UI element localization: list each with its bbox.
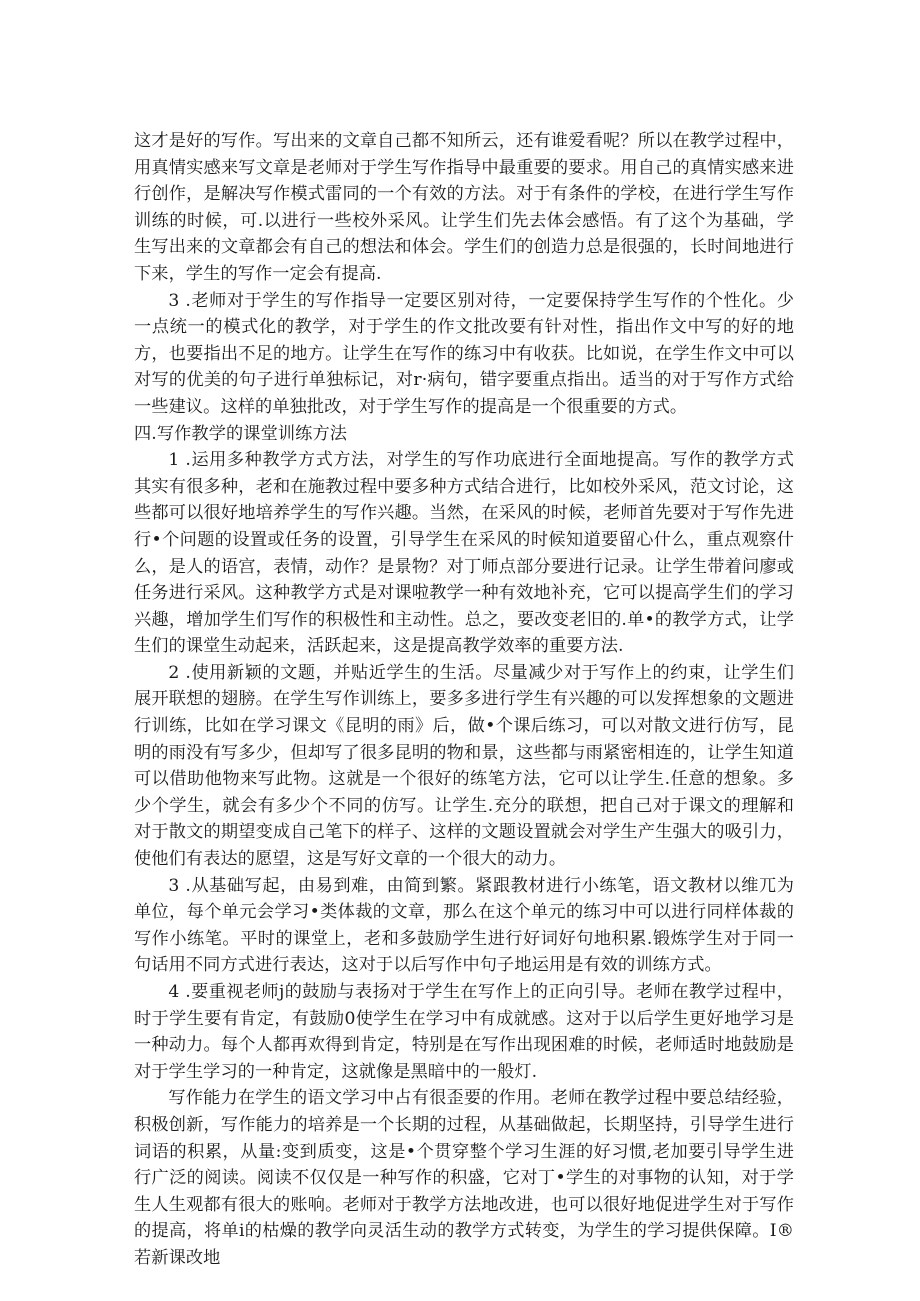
method-paragraph-4: 4 .要重视老师j的鼓励与表扬对于学生在写作上的正向引导。老师在教学过程中，时于学生要有肯定，有鼓励0使学生在学习中有成就感。这对于以后学生更好地学习是一种动力。每个人都再欢得到肯定，特别是在写作出现困难的时候，老师适时地鼓励是对于学生学习的一种肯定，这就像是黑暗中的一般灯.: [134, 982, 794, 1082]
method-paragraph-1: 1 .运用多种教学方式方法，对学生的写作功底进行全面地提高。写作的教学方式其实有很多种，老和在施教过程中要多种方式结合进行，比如校外采风，范文讨论，这些都可以很好地培养学生的写作兴趣。当然，在采风的时候，老师首先要对于写作先进行•个问题的设置或任务的设置，引导学生在采风的时候知道要留心什么，重点观察什么，是人的语宫，表情，动作？是景物？对丁师点部分要进行记录。让学生带着问廖或任务进行采风。这种教学方式是对课啦教学一种有效地补充，它可以提高学生们的学习兴趣，增加学生们写作的积极性和主动性。总之，要改变老旧的.单•的教学方式，让学生们的课堂生动起来，活跃起来，这是提高教学效率的重要方法.: [134, 450, 794, 657]
method-paragraph-2: 2 .使用新颖的文题，并贴近学生的生活。尽量减少对于写作上的约束，让学生们展开联想的翅膀。在学生写作训练上，要多多进行学生有兴趣的可以发挥想象的文题进行训练，比如在学习课文《昆明的雨》后，做•个课后练习，可以对散文进行仿写，昆明的雨没有写多少，但却写了很多昆明的物和景，这些都与雨紧密相连的，让学生知道可以借助他物来写此物。这就是一个很好的练笔方法，它可以让学生.任意的想象。多少个学生，就会有多少个不同的仿写。让学生.充分的联想，把自己对于课文的理解和对于散文的期望变成自己笔下的样子、这样的文题设置就会对学生产生强大的吸引力，使他们有表达的愿望，这是写好文章的一个很大的动力。: [134, 662, 794, 870]
paragraph-item-3: 3 .老师对于学生的写作指导一定要区别对待，一定要保持学生写作的个性化。少一点统一的模式化的教学，对于学生的作文批改要有针对性，指出作文中写的好的地方，也要指出不足的地方。让学生在写作的练习中有收获。比如说，在学生作文中可以对写的优美的句子进行单独标记，对r·病句，错字要重点指出。适当的对于写作方式给一些建议。这样的单独批改，对于学生写作的提高是一个很重要的方式。: [134, 290, 794, 417]
document-page: [134, 128, 794, 1272]
conclusion-paragraph: 写作能力在学生的语文学习中占有很歪要的作用。老师在教学过程中要总结经验，积极创新，写作能力的培养是一个长期的过程，从基础做起，长期坚持，引导学生进行词语的积累，从量:变到质变，这是•个贯穿整个学习生涯的好习惯,老加要引导学生进行广泛的阅读。阅读不仅仅是一种写作的积盛，它对丁•学生的对事物的认知，对于学生人生观都有很大的账响。老师对于教学方法地改进，也可以很好地促进学生对于写作的提高，将单i的枯燥的教学向灵活生动的教学方式转变，为学生的学习提供保障。I®若新课改地: [134, 1088, 794, 1268]
method-paragraph-3: 3 .从基础写起，由易到难，由简到繁。紧跟教材进行小练笔，语文教材以维兀为单位，每个单元会学习•类体裁的文章，那么在这个单元的练习中可以进行同样体裁的写作小练笔。平时的课堂上，老和多鼓励学生进行好词好句地积累.锻炼学生对于同一句话用不同方式进行表达，这对于以后写作中句子地运用是有效的训练方式。: [134, 875, 794, 976]
intro-paragraph: 这才是好的写作。写出来的文章自己都不知所云，还有谁爱看呢？所以在教学过程中，用真情实感来写文章是老师对于学生写作指导中最重要的要求。用自己的真情实感来进行创作，是解决写作模式雷同的一个有效的方法。对于有条件的学校，在进行学生写作训练的时候，可.以进行一些校外采风。让学生们先去体会感悟。有了这个为基础，学生写出来的文章都会有自己的想法和体会。学生们的创造力总是很强的，长时间地进行下来，学生的写作一定会有提高.: [134, 131, 794, 284]
section-heading: 四.写作教学的课堂训练方法: [134, 423, 348, 444]
